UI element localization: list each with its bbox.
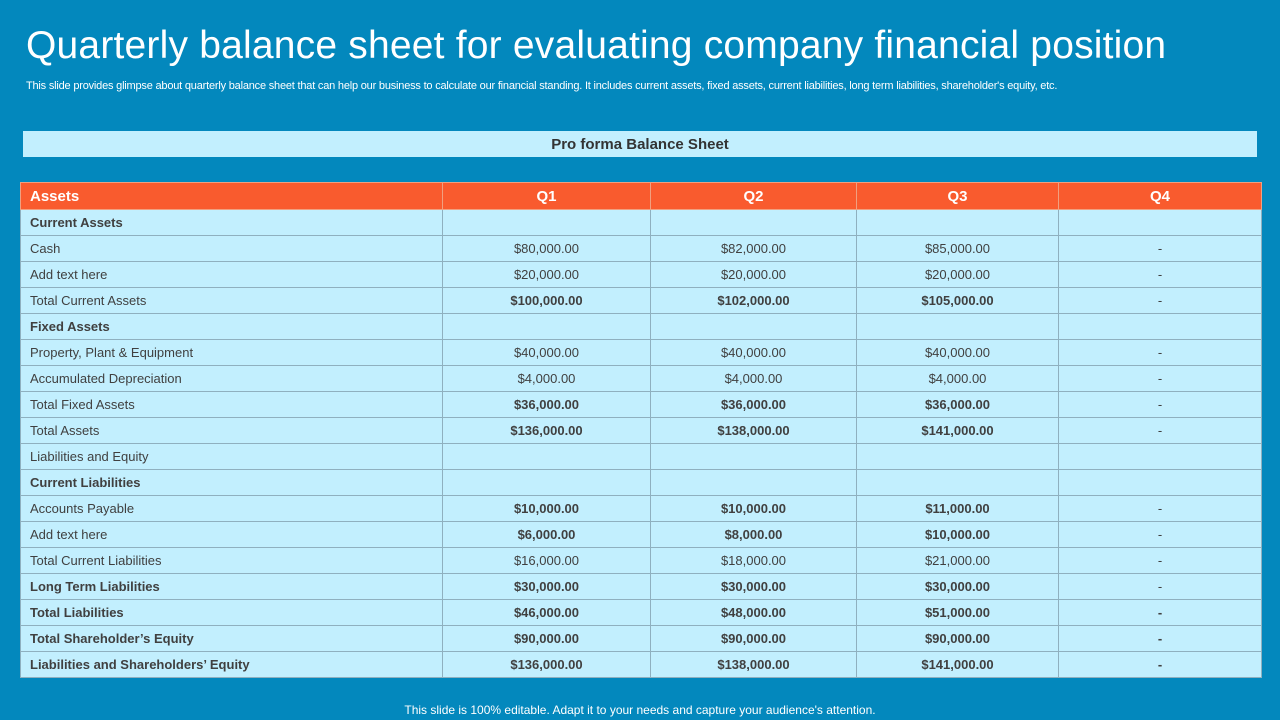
column-header-assets: Assets: [21, 183, 443, 210]
table-row: [21, 600, 1262, 626]
row-label: Accumulated Depreciation: [21, 366, 443, 392]
row-label: Property, Plant & Equipment: [21, 340, 443, 366]
cell-q3: [857, 444, 1059, 470]
cell-q4: [1059, 314, 1262, 340]
column-header-q3: Q3: [857, 183, 1059, 210]
column-header-q4: Q4: [1059, 183, 1262, 210]
table-row: [21, 574, 1262, 600]
row-label: Total Shareholder’s Equity: [21, 626, 443, 652]
cell-q2: [651, 314, 857, 340]
cell-q3: [857, 470, 1059, 496]
cell-q3: $51,000.00: [857, 600, 1059, 626]
cell-q3: $30,000.00: [857, 574, 1059, 600]
table-row: [21, 314, 1262, 340]
cell-q2: $4,000.00: [651, 366, 857, 392]
cell-q1: $6,000.00: [443, 522, 651, 548]
cell-q4: -: [1059, 626, 1262, 652]
cell-q4: -: [1059, 340, 1262, 366]
cell-q1: $40,000.00: [443, 340, 651, 366]
cell-q2: $30,000.00: [651, 574, 857, 600]
row-label: Cash: [21, 236, 443, 262]
table-row: [21, 626, 1262, 652]
cell-q2: $18,000.00: [651, 548, 857, 574]
table-body: [21, 210, 1262, 678]
cell-q2: $40,000.00: [651, 340, 857, 366]
cell-q3: [857, 210, 1059, 236]
cell-q1: $136,000.00: [443, 652, 651, 678]
cell-q3: $40,000.00: [857, 340, 1059, 366]
cell-q1: $80,000.00: [443, 236, 651, 262]
row-label: Current Liabilities: [21, 470, 443, 496]
cell-q1: $136,000.00: [443, 418, 651, 444]
cell-q2: $36,000.00: [651, 392, 857, 418]
cell-q2: $102,000.00: [651, 288, 857, 314]
cell-q4: -: [1059, 262, 1262, 288]
cell-q2: $82,000.00: [651, 236, 857, 262]
table-row: [21, 496, 1262, 522]
cell-q4: -: [1059, 366, 1262, 392]
row-label: Add text here: [21, 262, 443, 288]
row-label: Total Current Assets: [21, 288, 443, 314]
cell-q3: $36,000.00: [857, 392, 1059, 418]
balance-sheet-table: [20, 182, 1262, 678]
cell-q1: $10,000.00: [443, 496, 651, 522]
column-header-q2: Q2: [651, 183, 857, 210]
cell-q1: $90,000.00: [443, 626, 651, 652]
cell-q1: $36,000.00: [443, 392, 651, 418]
row-label: Current Assets: [21, 210, 443, 236]
row-label: Fixed Assets: [21, 314, 443, 340]
cell-q3: $21,000.00: [857, 548, 1059, 574]
cell-q3: $85,000.00: [857, 236, 1059, 262]
row-label: Total Current Liabilities: [21, 548, 443, 574]
table-row: [21, 392, 1262, 418]
table-row: [21, 236, 1262, 262]
cell-q1: $20,000.00: [443, 262, 651, 288]
cell-q1: $30,000.00: [443, 574, 651, 600]
row-label: Liabilities and Shareholders’ Equity: [21, 652, 443, 678]
row-label: Total Assets: [21, 418, 443, 444]
cell-q3: $105,000.00: [857, 288, 1059, 314]
cell-q1: $16,000.00: [443, 548, 651, 574]
cell-q1: [443, 314, 651, 340]
cell-q4: -: [1059, 600, 1262, 626]
table-row: [21, 288, 1262, 314]
table-row: [21, 652, 1262, 678]
cell-q1: $46,000.00: [443, 600, 651, 626]
cell-q3: $141,000.00: [857, 418, 1059, 444]
column-header-q1: Q1: [443, 183, 651, 210]
cell-q4: -: [1059, 522, 1262, 548]
cell-q4: [1059, 444, 1262, 470]
cell-q4: -: [1059, 288, 1262, 314]
cell-q3: $141,000.00: [857, 652, 1059, 678]
cell-q4: -: [1059, 392, 1262, 418]
cell-q2: $138,000.00: [651, 418, 857, 444]
cell-q4: -: [1059, 236, 1262, 262]
row-label: Accounts Payable: [21, 496, 443, 522]
cell-q2: $10,000.00: [651, 496, 857, 522]
table-header-row: [21, 183, 1262, 210]
cell-q4: -: [1059, 574, 1262, 600]
cell-q3: $4,000.00: [857, 366, 1059, 392]
row-label: Long Term Liabilities: [21, 574, 443, 600]
row-label: Total Fixed Assets: [21, 392, 443, 418]
cell-q4: -: [1059, 652, 1262, 678]
cell-q4: -: [1059, 548, 1262, 574]
cell-q1: [443, 470, 651, 496]
table-row: [21, 340, 1262, 366]
cell-q1: [443, 210, 651, 236]
table-row: [21, 210, 1262, 236]
table-row: [21, 262, 1262, 288]
row-label: Liabilities and Equity: [21, 444, 443, 470]
table-row: [21, 522, 1262, 548]
cell-q4: -: [1059, 418, 1262, 444]
cell-q2: $8,000.00: [651, 522, 857, 548]
cell-q1: [443, 444, 651, 470]
balance-sheet-banner: Pro forma Balance Sheet: [23, 131, 1257, 157]
cell-q2: $138,000.00: [651, 652, 857, 678]
cell-q3: $90,000.00: [857, 626, 1059, 652]
cell-q2: $20,000.00: [651, 262, 857, 288]
cell-q2: [651, 444, 857, 470]
row-label: Total Liabilities: [21, 600, 443, 626]
table-row: [21, 548, 1262, 574]
cell-q4: [1059, 210, 1262, 236]
page-subtitle: This slide provides glimpse about quarterly balance sheet that can help our business to calculate our financial standing. It includes current assets, fixed assets, current liabilities, long term liabilities, shareholder's equity, etc.: [26, 80, 1058, 92]
cell-q3: [857, 314, 1059, 340]
cell-q2: $90,000.00: [651, 626, 857, 652]
cell-q3: $10,000.00: [857, 522, 1059, 548]
cell-q2: [651, 470, 857, 496]
cell-q2: $48,000.00: [651, 600, 857, 626]
table-row: [21, 418, 1262, 444]
row-label: Add text here: [21, 522, 443, 548]
footer-note: This slide is 100% editable. Adapt it to your needs and capture your audience's attention.: [404, 703, 876, 717]
table-row: [21, 470, 1262, 496]
cell-q4: [1059, 470, 1262, 496]
cell-q3: $20,000.00: [857, 262, 1059, 288]
cell-q4: -: [1059, 496, 1262, 522]
table-row: [21, 366, 1262, 392]
cell-q3: $11,000.00: [857, 496, 1059, 522]
cell-q1: $100,000.00: [443, 288, 651, 314]
cell-q1: $4,000.00: [443, 366, 651, 392]
table-row: [21, 444, 1262, 470]
page-title: Quarterly balance sheet for evaluating company financial position: [26, 24, 1167, 67]
cell-q2: [651, 210, 857, 236]
